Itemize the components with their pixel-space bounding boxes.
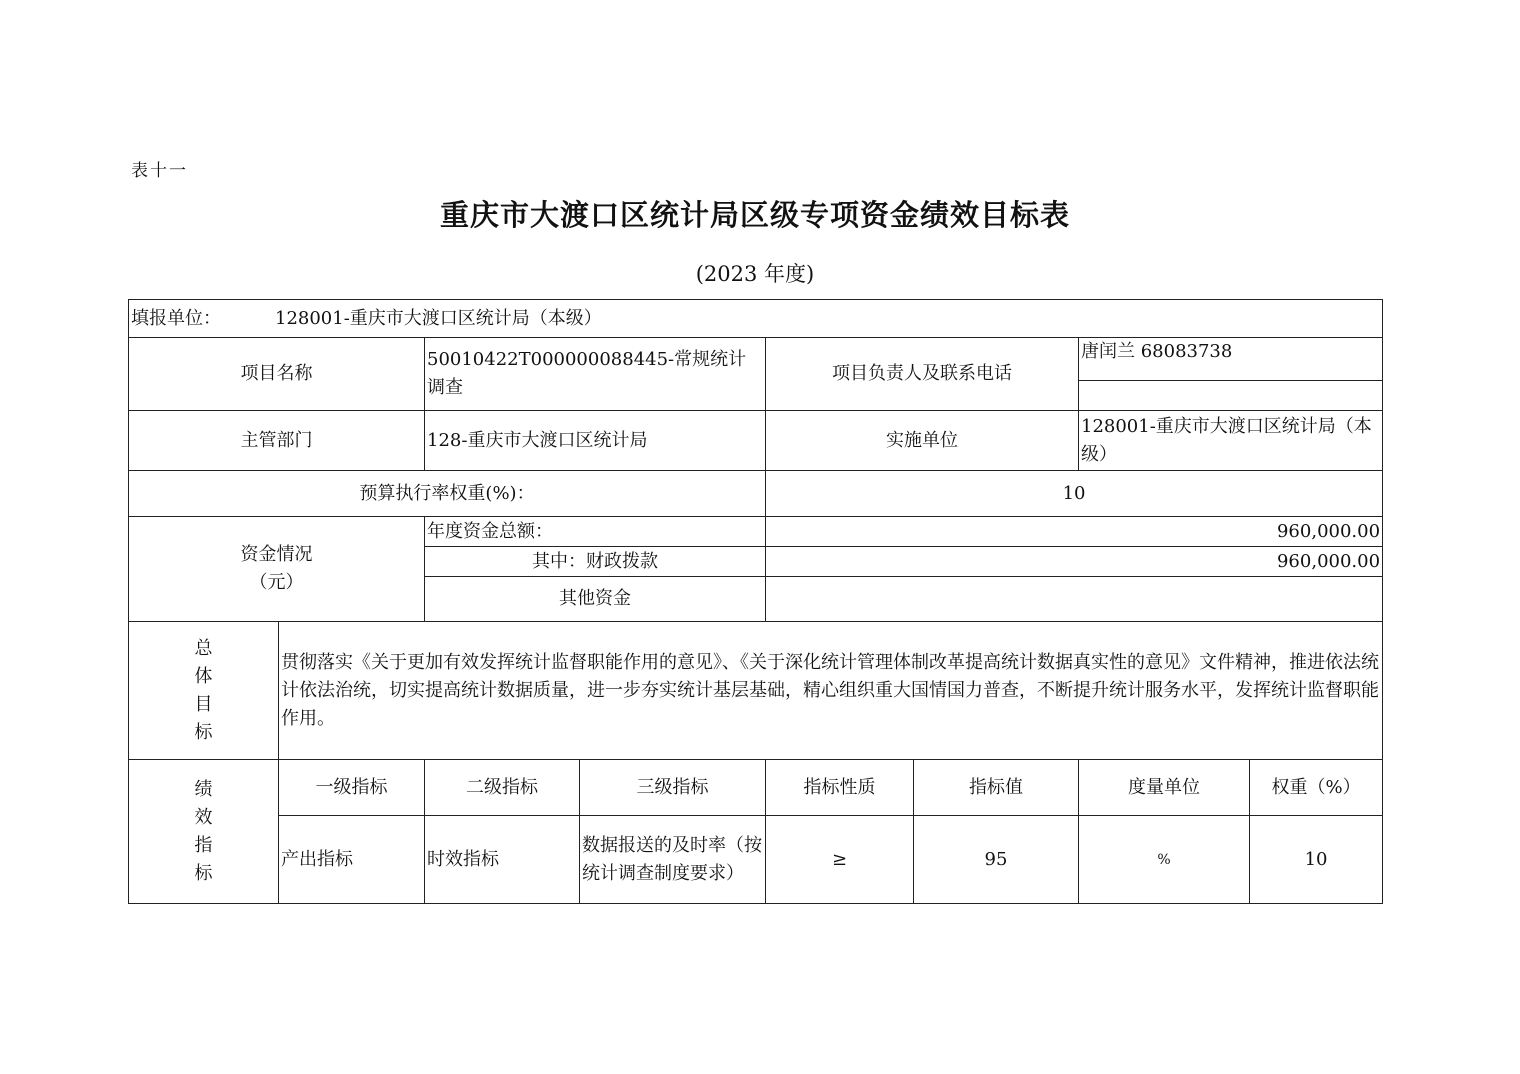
header-level1: 一级指标 [279,760,425,816]
goal-label [129,622,279,760]
header-weight: 权重（%） [1250,760,1383,816]
funds-label [129,517,425,622]
funds-label-line1: 资金情况 [240,544,313,565]
funds-fiscal-value: 960,000.00 [766,547,1383,577]
funds-total-value: 960,000.00 [766,517,1383,547]
row-weight: 10 [1250,816,1383,904]
indicators-label [129,760,279,904]
page-title: 重庆市大渡口区统计局区级专项资金绩效目标表 [439,198,1070,232]
year-subtitle: (2023 年度) [695,262,815,286]
filler-row [129,300,1383,338]
funds-label-line2: （元） [249,572,304,593]
table-number: 表十一 [131,161,188,181]
row-nature: ≥ [766,816,914,904]
row-value: 95 [914,816,1079,904]
row-unit: % [1079,816,1250,904]
impl-label: 实施单位 [766,411,1079,471]
indicators-label-char: 绩 [194,778,213,800]
dept-value: 128-重庆市大渡口区统计局 [425,411,766,471]
goal-text: 贯彻落实《关于更加有效发挥统计监督职能作用的意见》、《关于深化统计管理体制改革提高统计数据真实性的意见》文件精神，推进依法统计依法治统，切实提高统计数据质量，进一步夯实统计基层基础，精心组织重大国情国力普查，不断提升统计服务水平，发挥统计监督职能作用。 [279,622,1383,760]
header-unit: 度量单位 [1079,760,1250,816]
row-level2: 时效指标 [425,816,580,904]
table-row [129,816,1383,904]
indicators-label-char: 指 [194,834,213,856]
filler-value: 128001-重庆市大渡口区统计局（本级） [275,307,602,329]
funds-other-label: 其他资金 [425,577,766,622]
contact-extra-cell [1079,381,1383,411]
goal-label-char: 目 [194,693,213,715]
contact-value: 唐闰兰 68083738 [1079,338,1383,381]
row-level3: 数据报送的及时率（按统计调查制度要求） [580,816,766,904]
header-level2: 二级指标 [425,760,580,816]
impl-value: 128001-重庆市大渡口区统计局（本级） [1079,411,1383,471]
budget-label: 预算执行率权重(%)： [129,471,766,517]
funds-fiscal-label: 其中：财政拨款 [425,547,766,577]
header-level3: 三级指标 [580,760,766,816]
indicators-label-char: 效 [194,806,213,828]
contact-label: 项目负责人及联系电话 [766,338,1079,411]
indicators-label-char: 标 [194,862,213,884]
header-value: 指标值 [914,760,1079,816]
filler-label: 填报单位： [131,307,221,329]
funds-other-value [766,577,1383,622]
goal-label-char: 标 [194,721,213,743]
goal-label-char: 体 [194,665,213,687]
budget-value: 10 [766,471,1383,517]
header-nature: 指标性质 [766,760,914,816]
dept-label: 主管部门 [129,411,425,471]
goal-label-char: 总 [194,637,213,659]
performance-table [128,299,1383,904]
project-name-label: 项目名称 [129,338,425,411]
row-level1: 产出指标 [279,816,425,904]
funds-total-label: 年度资金总额： [425,517,766,547]
project-name-value: 50010422T000000088445-常规统计调查 [425,338,766,411]
